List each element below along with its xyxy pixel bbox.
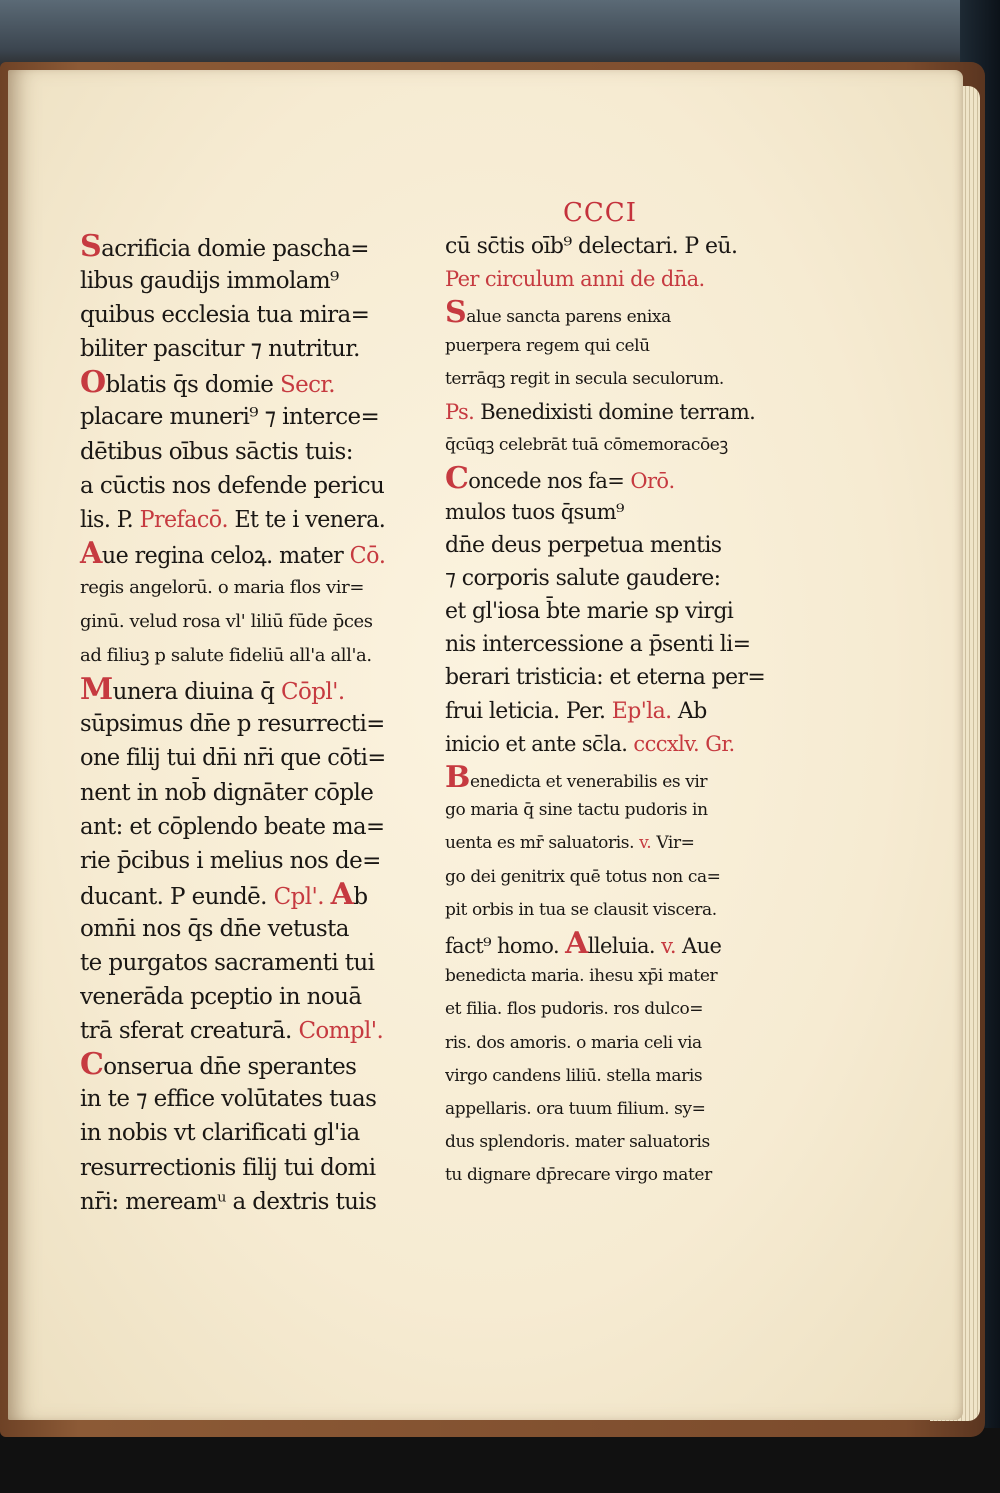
text-line	[80, 1185, 385, 1219]
rubricated-initial: B	[445, 761, 470, 795]
text-line	[445, 363, 765, 396]
line-text: puerpera regem qui celū	[445, 335, 650, 356]
text-line	[80, 298, 385, 332]
text-line	[445, 827, 765, 860]
text-line	[80, 1151, 385, 1185]
line-text: appellaris. ora tuum filium. sy=	[445, 1098, 706, 1119]
line-text: terrāqꝫ regit in secula seculorum.	[445, 368, 724, 389]
line-text: nent in nob̄ dignāter cōple	[80, 779, 374, 806]
scan-backdrop-bottom	[0, 1428, 1000, 1493]
line-text: berari tristicia: et eterna per=	[445, 665, 766, 691]
text-line	[80, 980, 385, 1014]
line-text: inicio et ante sc̄la.	[445, 731, 634, 756]
text-line	[445, 263, 765, 296]
rubric-text: Cō.	[349, 542, 386, 569]
line-text: alue sancta parens enixa	[466, 307, 671, 328]
line-text: ant: et cōplendo beate ma=	[80, 813, 385, 840]
line-text: virgo candens liliū. stella maris	[445, 1065, 703, 1086]
text-line	[445, 761, 765, 794]
text-line	[445, 1126, 765, 1159]
text-line	[445, 496, 765, 529]
rubric-text: Per circulum anni de dn̄a.	[445, 267, 705, 292]
rubricated-initial: A	[565, 926, 588, 961]
rubricated-initial: M	[80, 673, 113, 708]
line-text: b	[353, 883, 368, 910]
text-line	[445, 230, 765, 263]
text-line	[80, 400, 385, 434]
rubric-text: Ep'la.	[611, 698, 672, 724]
text-line	[80, 537, 385, 571]
line-text: cū sc̄tis oīb⁹ delectari. P eū.	[445, 234, 738, 259]
line-text: in te ⁊ effice volūtates tuas	[80, 1086, 377, 1113]
line-text: lleluia.	[587, 933, 662, 958]
text-line	[80, 1116, 385, 1150]
line-text: acrificia domie pascha=	[101, 236, 369, 262]
text-line	[80, 503, 385, 537]
text-line	[445, 728, 765, 761]
text-line	[80, 264, 385, 298]
text-line	[80, 1048, 385, 1082]
line-text: ue regina celoꝝ. mater	[101, 542, 350, 569]
line-text: q̄cūqꝫ celebrāt tuā cōmemoracōeꝫ	[445, 435, 728, 456]
line-text: Aue	[675, 933, 722, 958]
text-line	[445, 529, 765, 562]
text-line	[445, 1093, 765, 1126]
line-text: Ab	[671, 698, 707, 724]
line-text: go maria q̄ sine tactu pudoris in	[445, 800, 708, 821]
line-text: ducant. P eundē.	[80, 883, 274, 910]
text-line	[80, 912, 385, 946]
text-line	[445, 894, 765, 927]
line-text: oncede nos fa=	[468, 469, 631, 494]
line-text: benedicta maria. ihesu xp̄i mater	[445, 966, 718, 987]
line-text: sūpsimus dn̄e p resurrecti=	[80, 711, 385, 738]
text-line	[80, 878, 385, 912]
text-line	[445, 628, 765, 661]
line-text: rie p̄cibus i melius nos de=	[80, 847, 381, 874]
rubric-text: Orō.	[630, 469, 675, 494]
folio-number: CCCI	[563, 198, 637, 228]
text-line	[445, 695, 765, 728]
text-line	[445, 562, 765, 595]
text-line	[445, 429, 765, 462]
line-text: fact⁹ homo.	[445, 933, 566, 958]
rubricated-initial: S	[80, 230, 102, 264]
line-text: regis angelorū. o maria flos vir=	[80, 576, 365, 598]
text-line	[80, 435, 385, 469]
text-line	[80, 332, 385, 366]
rubricated-initial: C	[80, 1048, 104, 1083]
line-text: frui leticia. Per.	[445, 698, 612, 724]
rubric-text: v.	[661, 933, 676, 958]
line-text: one filij tui dn̄i nr̄i que cōti=	[80, 745, 386, 772]
text-line	[445, 1159, 765, 1192]
line-text: a cūctis nos defende pericu	[80, 472, 385, 499]
line-text: tu dignare dp̄recare virgo mater	[445, 1165, 712, 1186]
text-line	[80, 230, 385, 264]
line-text: libus gaudijs immolam⁹	[80, 268, 339, 295]
text-line	[445, 927, 765, 960]
line-text: dus splendoris. mater saluatoris	[445, 1132, 710, 1153]
line-text: ⁊ corporis salute gaudere:	[445, 565, 721, 591]
rubric-text: Compl'.	[298, 1018, 384, 1045]
rubricated-initial: A	[80, 535, 102, 571]
text-line	[80, 776, 385, 810]
text-line	[445, 595, 765, 628]
line-text: Vir=	[651, 833, 695, 854]
text-line	[80, 605, 385, 639]
text-line	[80, 366, 385, 400]
line-text: in nobis vt clarificati gl'ia	[80, 1120, 360, 1147]
line-text: go dei genitrix quē totus non ca=	[445, 866, 721, 887]
line-text: lis. P.	[80, 506, 140, 533]
rubric-text: Cpl'.	[273, 883, 331, 910]
rubricated-initial: C	[445, 462, 469, 496]
scan-backdrop-top	[0, 0, 1000, 70]
rubric-text: Secr.	[279, 372, 335, 399]
line-text: biliter pascitur ⁊ nutritur.	[80, 336, 360, 363]
rubric-text: Cōpl'.	[280, 679, 345, 706]
text-line	[80, 741, 385, 775]
line-text: te purgatos sacramenti tui	[80, 949, 375, 976]
text-line	[445, 330, 765, 363]
text-line	[445, 462, 765, 495]
text-line	[80, 673, 385, 707]
right-text-column	[445, 230, 765, 1192]
text-line	[445, 960, 765, 993]
text-line	[80, 1014, 385, 1048]
text-line	[80, 469, 385, 503]
text-line	[80, 810, 385, 844]
text-line	[80, 1082, 385, 1116]
text-line	[445, 861, 765, 894]
rubric-text: Ps.	[445, 399, 475, 424]
text-line	[80, 946, 385, 980]
line-text: uenta es mr̄ saluatoris.	[445, 833, 640, 854]
text-line	[445, 993, 765, 1026]
line-text: Et te i venera.	[227, 506, 386, 533]
line-text: et gl'iosa b̄te marie sp virgi	[445, 599, 734, 625]
line-text: ginū. velud rosa vl' liliū fūde p̄ces	[80, 611, 373, 633]
rubricated-initial: O	[80, 366, 106, 401]
text-line	[80, 639, 385, 673]
line-text: omn̄i nos q̄s dn̄e vetusta	[80, 915, 349, 942]
rubric-text: Prefacō.	[139, 506, 228, 533]
line-text: placare muneri⁹ ⁊ interce=	[80, 404, 380, 431]
line-text: nr̄i: mereamᵘ a dextris tuis	[80, 1188, 377, 1215]
line-text: unera diuina q̄	[112, 679, 281, 706]
line-text: blatis q̄s domie	[105, 372, 280, 399]
text-line	[445, 1027, 765, 1060]
rubric-text: v.	[639, 833, 652, 854]
rubricated-initial: A	[330, 877, 354, 912]
line-text: dn̄e deus perpetua mentis	[445, 532, 722, 558]
line-text: enedicta et venerabilis es vir	[469, 772, 708, 792]
line-text: mulos tuos q̄sum⁹	[445, 499, 624, 524]
line-text: pit orbis in tua se clausit viscera.	[445, 899, 717, 920]
line-text: nis intercessione a p̄senti li=	[445, 632, 751, 658]
line-text: Benedixisti domine terram.	[474, 399, 756, 424]
line-text: venerāda pceptio in nouā	[80, 984, 362, 1011]
line-text: dētibus oībus sāctis tuis:	[80, 438, 353, 465]
line-text: ad filiuꝫ p salute fideliū all'a all'a.	[80, 645, 372, 667]
line-text: onserua dn̄e sperantes	[103, 1054, 357, 1081]
line-text: ris. dos amoris. o maria celi via	[445, 1032, 702, 1053]
text-line	[445, 296, 765, 329]
text-line	[445, 661, 765, 694]
line-text: quibus ecclesia tua mira=	[80, 302, 370, 329]
rubricated-initial: S	[445, 296, 467, 330]
line-text: et filia. flos pudoris. ros dulco=	[445, 999, 704, 1020]
text-line	[445, 1060, 765, 1093]
rubric-text: cccxlv. Gr.	[633, 731, 735, 756]
line-text: trā sferat creaturā.	[80, 1018, 299, 1045]
line-text: resurrectionis filij tui domi	[80, 1154, 376, 1181]
text-line	[80, 844, 385, 878]
text-line	[80, 571, 385, 605]
text-line	[445, 794, 765, 827]
left-text-column	[80, 230, 385, 1219]
text-line	[445, 396, 765, 429]
text-line	[80, 707, 385, 741]
